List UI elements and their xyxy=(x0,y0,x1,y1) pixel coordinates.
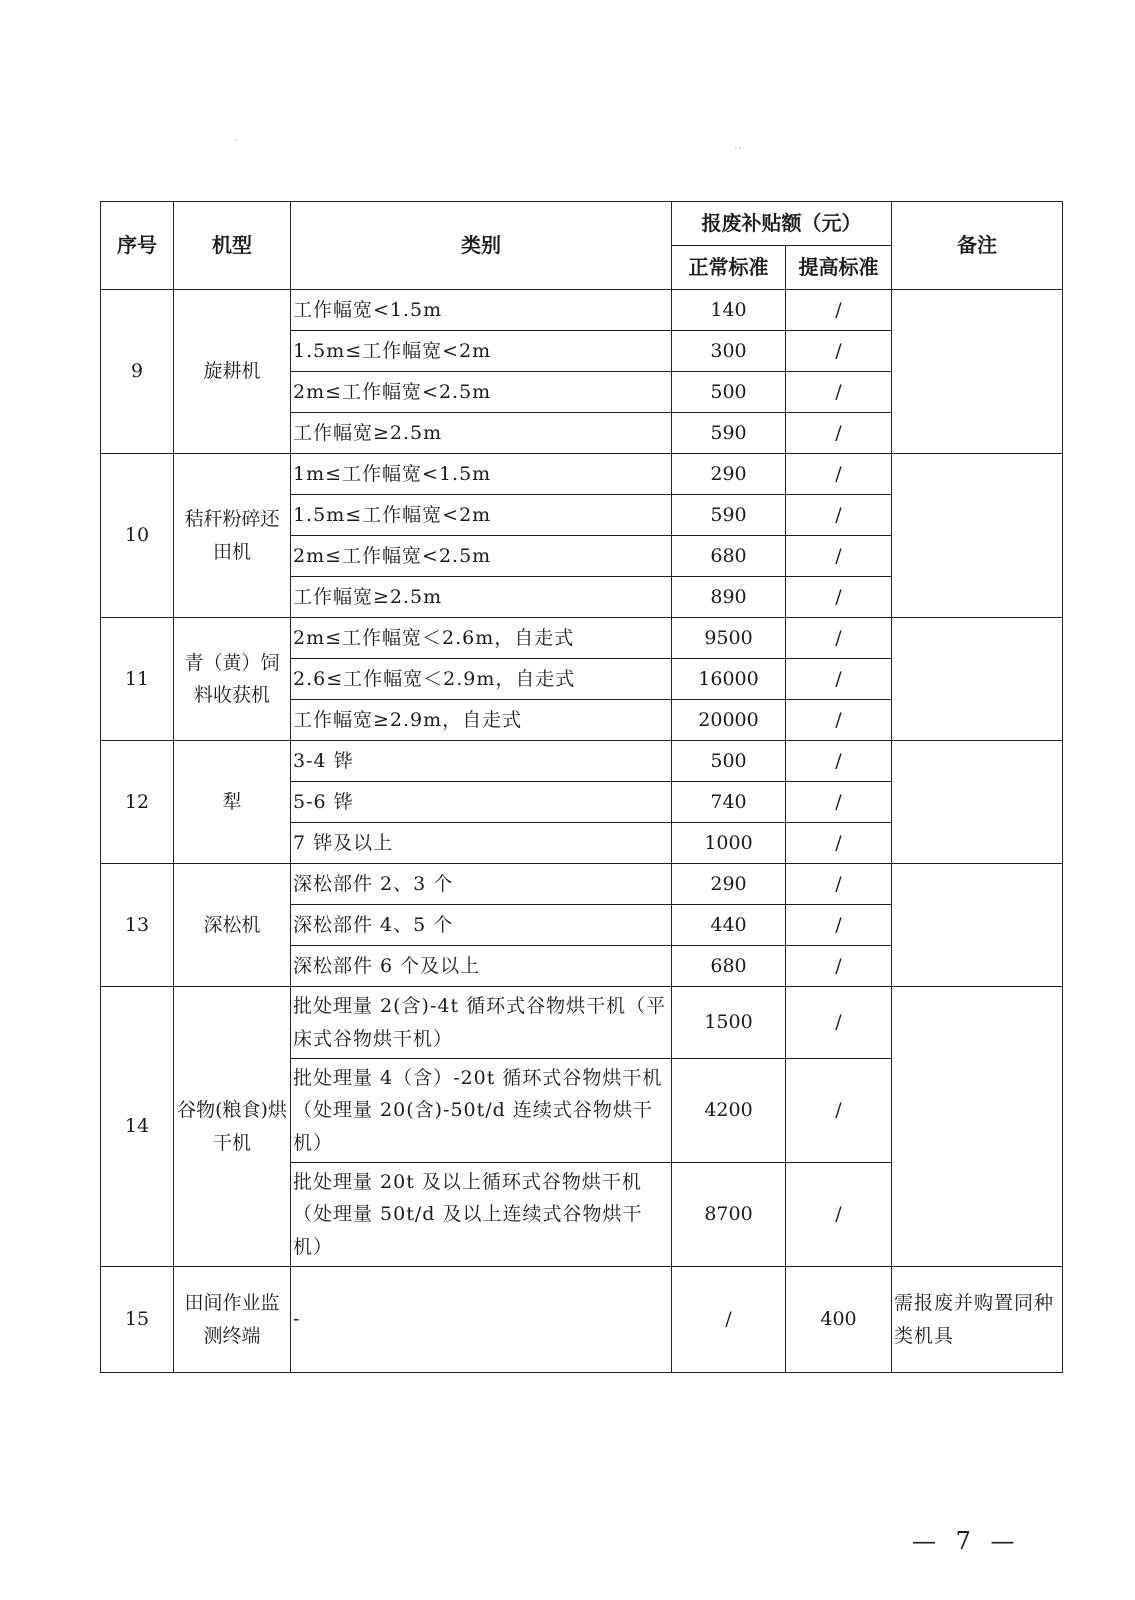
cell-raised: / xyxy=(786,864,892,905)
cell-normal: 290 xyxy=(672,454,786,495)
cell-model: 犁 xyxy=(174,741,291,864)
cell-no: 11 xyxy=(101,618,174,741)
cell-category: 工作幅宽≥2.5m xyxy=(291,577,672,618)
cell-normal: 500 xyxy=(672,372,786,413)
cell-normal: 20000 xyxy=(672,700,786,741)
cell-normal: 290 xyxy=(672,864,786,905)
cell-category: 1m≤工作幅宽<1.5m xyxy=(291,454,672,495)
cell-model: 深松机 xyxy=(174,864,291,987)
cell-category: 深松部件 2、3 个 xyxy=(291,864,672,905)
cell-raised: / xyxy=(786,905,892,946)
cell-raised: / xyxy=(786,495,892,536)
cell-category: 深松部件 4、5 个 xyxy=(291,905,672,946)
cell-raised: / xyxy=(786,577,892,618)
cell-normal: 16000 xyxy=(672,659,786,700)
cell-raised: / xyxy=(786,413,892,454)
cell-raised: / xyxy=(786,659,892,700)
cell-normal: 890 xyxy=(672,577,786,618)
cell-model: 旋耕机 xyxy=(174,290,291,454)
cell-category: 工作幅宽≥2.5m xyxy=(291,413,672,454)
cell-category: 工作幅宽<1.5m xyxy=(291,290,672,331)
cell-category: 7 铧及以上 xyxy=(291,823,672,864)
cell-category: 2m≤工作幅宽<2.5m xyxy=(291,536,672,577)
table-body xyxy=(101,290,1063,1373)
cell-normal: 500 xyxy=(672,741,786,782)
cell-normal: 1000 xyxy=(672,823,786,864)
cell-category: 2m≤工作幅宽<2.5m xyxy=(291,372,672,413)
cell-normal: 590 xyxy=(672,495,786,536)
cell-category: 1.5m≤工作幅宽<2m xyxy=(291,331,672,372)
cell-raised: / xyxy=(786,372,892,413)
cell-no: 12 xyxy=(101,741,174,864)
cell-raised: / xyxy=(786,987,892,1059)
cell-raised: / xyxy=(786,946,892,987)
cell-remark xyxy=(892,454,1063,618)
header-no: 序号 xyxy=(101,202,174,290)
cell-normal: 4200 xyxy=(672,1059,786,1163)
cell-raised: / xyxy=(786,741,892,782)
cell-remark xyxy=(892,987,1063,1267)
header-normal: 正常标准 xyxy=(672,246,786,290)
subsidy-table xyxy=(100,201,1063,1373)
cell-model: 青（黄）饲料收获机 xyxy=(174,618,291,741)
cell-remark xyxy=(892,864,1063,987)
cell-raised: / xyxy=(786,290,892,331)
cell-raised: / xyxy=(786,1059,892,1163)
cell-normal: 590 xyxy=(672,413,786,454)
page-number: — 7 — xyxy=(912,1527,1021,1555)
header-remark: 备注 xyxy=(892,202,1063,290)
cell-model: 秸秆粉碎还田机 xyxy=(174,454,291,618)
cell-remark xyxy=(892,741,1063,864)
cell-raised: 400 xyxy=(786,1267,892,1373)
scan-speck: ˊ xyxy=(232,138,238,152)
cell-normal: 1500 xyxy=(672,987,786,1059)
cell-no: 13 xyxy=(101,864,174,987)
cell-no: 14 xyxy=(101,987,174,1267)
cell-raised: / xyxy=(786,536,892,577)
cell-no: 15 xyxy=(101,1267,174,1373)
cell-raised: / xyxy=(786,1163,892,1267)
cell-normal: 440 xyxy=(672,905,786,946)
cell-category: 1.5m≤工作幅宽<2m xyxy=(291,495,672,536)
cell-raised: / xyxy=(786,618,892,659)
cell-remark xyxy=(892,618,1063,741)
header-model: 机型 xyxy=(174,202,291,290)
cell-normal: 300 xyxy=(672,331,786,372)
table-header xyxy=(101,202,1063,290)
scan-speck: .. xyxy=(734,138,742,152)
cell-model: 田间作业监测终端 xyxy=(174,1267,291,1373)
cell-category: 批处理量 2(含)-4t 循环式谷物烘干机（平床式谷物烘干机） xyxy=(291,987,672,1059)
cell-remark xyxy=(892,290,1063,454)
cell-normal: 140 xyxy=(672,290,786,331)
cell-normal: 8700 xyxy=(672,1163,786,1267)
cell-category: 5-6 铧 xyxy=(291,782,672,823)
cell-category: 2m≤工作幅宽＜2.6m，自走式 xyxy=(291,618,672,659)
cell-category: - xyxy=(291,1267,672,1373)
cell-raised: / xyxy=(786,700,892,741)
header-amount: 报废补贴额（元） xyxy=(672,202,892,246)
header-category: 类别 xyxy=(291,202,672,290)
cell-normal: 680 xyxy=(672,536,786,577)
cell-category: 深松部件 6 个及以上 xyxy=(291,946,672,987)
cell-category: 批处理量 4（含）-20t 循环式谷物烘干机（处理量 20(含)-50t/d 连续式谷物烘干机） xyxy=(291,1059,672,1163)
cell-raised: / xyxy=(786,454,892,495)
header-raised: 提高标准 xyxy=(786,246,892,290)
cell-normal: / xyxy=(672,1267,786,1373)
cell-normal: 680 xyxy=(672,946,786,987)
cell-raised: / xyxy=(786,331,892,372)
cell-model: 谷物(粮食)烘干机 xyxy=(174,987,291,1267)
cell-raised: / xyxy=(786,823,892,864)
cell-no: 10 xyxy=(101,454,174,618)
cell-category: 3-4 铧 xyxy=(291,741,672,782)
cell-normal: 740 xyxy=(672,782,786,823)
cell-category: 批处理量 20t 及以上循环式谷物烘干机（处理量 50t/d 及以上连续式谷物烘干机） xyxy=(291,1163,672,1267)
cell-raised: / xyxy=(786,782,892,823)
cell-remark: 需报废并购置同种类机具 xyxy=(892,1267,1063,1373)
cell-category: 2.6≤工作幅宽＜2.9m，自走式 xyxy=(291,659,672,700)
cell-no: 9 xyxy=(101,290,174,454)
cell-normal: 9500 xyxy=(672,618,786,659)
cell-category: 工作幅宽≥2.9m，自走式 xyxy=(291,700,672,741)
